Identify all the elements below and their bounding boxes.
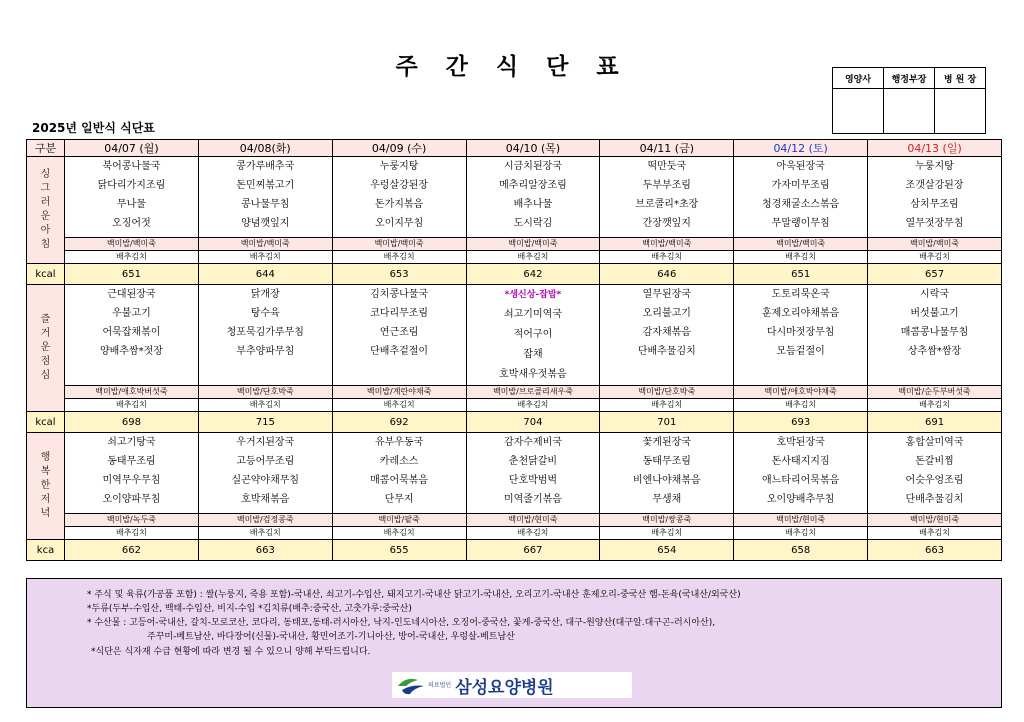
kimchi-cell: 배추김치 [734,251,868,264]
kimchi-cell: 배추김치 [466,527,600,540]
dish-item: 단배추물김치 [905,494,964,505]
dish-item: 닭다리가지조림 [97,180,166,191]
dish-item: 오이양배추무침 [766,494,835,505]
rice-porridge-cell: 백미밥/팥죽 [332,514,466,527]
kimchi-cell: 배추김치 [466,399,600,412]
dish-cell [600,157,734,238]
dish-cell [198,285,332,386]
meal-label-char: 침 [40,239,51,250]
meal-label [27,157,65,264]
note-line: *식단은 식자재 수급 현황에 따라 변경 될 수 있으니 양해 부탁드립니다. [91,647,371,657]
dish-item: 부추양파무침 [236,346,295,357]
dish-item: 누룽지탕 [379,161,419,172]
meal-label-char: 거 [40,328,51,339]
kcal-value: 651 [65,264,199,285]
dish-item: 청경채굴소스볶음 [762,199,840,210]
dish-item: 도시락김 [513,218,553,229]
kcal-value: 654 [600,540,734,561]
page-title: 주 간 식 단 표 [395,54,629,80]
kcal-value: 644 [198,264,332,285]
dish-item: 실곤약야채무침 [231,475,300,486]
dish-item: 감자채볶음 [642,327,691,338]
kimchi-cell: 배추김치 [198,527,332,540]
dish-item: 쇠고기미역국 [503,309,562,320]
kcal-value: 653 [332,264,466,285]
dish-item: 매콤콩나물무침 [900,327,969,338]
kcal-label: kcal [27,412,65,433]
dish-item: 간장깻잎지 [642,218,691,229]
dish-item: 훈제오리야채볶음 [762,308,840,319]
kimchi-cell: 배추김치 [332,251,466,264]
dish-item: 콩나물무침 [241,199,290,210]
dish-item: 열무젓장무침 [905,218,964,229]
rice-porridge-cell: 백미밥/백미죽 [600,238,734,251]
day-header-saturday: 04/12 (토) [734,140,868,157]
day-header: 04/11 (금) [600,140,734,157]
kimchi-cell: 배추김치 [600,251,734,264]
meal-label [27,433,65,540]
dish-item: 콩가루배추국 [236,161,295,172]
meal-label-char: 아 [40,225,51,236]
rice-porridge-cell: 백미밥/검정콩죽 [198,514,332,527]
rice-porridge-cell: 백미밥/애호박버섯죽 [65,386,199,399]
dish-cell [466,157,600,238]
rice-porridge-cell: 백미밥/브로콜리새우죽 [466,386,600,399]
rice-porridge-cell: 백미밥/현미죽 [466,514,600,527]
dish-item: 가자미무조림 [771,180,830,191]
dish-item: 오이양파무침 [102,494,161,505]
dish-cell [65,433,199,514]
dish-item: 무나물 [116,199,146,210]
rice-porridge-cell: 백미밥/단호박죽 [600,386,734,399]
signature-cell [884,89,935,134]
kcal-value: 667 [466,540,600,561]
dish-item: 춘천닭갈비 [508,456,558,467]
meal-label-char: 러 [40,197,51,208]
meal-label [27,285,65,412]
kimchi-cell: 배추김치 [332,527,466,540]
menu-subtitle: 2025년 일반식 식단표 [32,121,155,135]
dish-item: 유부우동국 [374,437,424,448]
dish-cell [600,285,734,386]
note-line: *두류(두부-수입산, 백태-수입산, 비지-수입 *김치류(배추:중국산, 고춧가루:중국산) [87,604,412,614]
rice-porridge-cell: 백미밥/애호박야채죽 [734,386,868,399]
dish-item: 비엔나야채볶음 [632,475,701,486]
signature-cell [833,89,884,134]
dish-item: 감자수제비국 [503,437,562,448]
kimchi-cell: 배추김치 [466,251,600,264]
note-line: * 주식 및 육류(가공품 포함) : 쌀(누룽지, 죽용 포함)-국내산, 쇠고기-수입산, 돼지고기-국내산 닭고기-국내산, 오리고기-국내산 훈제오리-중국산 햄-돈육(국내산/외국산) [87,590,741,600]
meal-label-char: 행 [40,452,51,463]
rice-porridge-cell: 백미밥/단호박죽 [198,386,332,399]
kcal-value: 704 [466,412,600,433]
logo-small-text: 의료법인 [428,681,452,689]
signature-cell [935,89,986,134]
logo-name: 삼성요양병원 [455,677,554,698]
dish-item: 돈갈비찜 [915,456,954,467]
dish-item: 연근조림 [379,327,419,338]
kcal-value: 646 [600,264,734,285]
kcal-value: 642 [466,264,600,285]
approval-label: 병 원 장 [935,68,986,89]
dish-cell [332,433,466,514]
meal-label-char: 녁 [40,508,51,519]
dish-item: 돈가지볶음 [374,199,424,210]
dish-cell [198,157,332,238]
dish-item: 꽃게된장국 [642,437,691,448]
weekly-menu-table [26,139,1002,561]
dish-cell [332,285,466,386]
dish-cell [734,433,868,514]
kcal-label: kca [27,540,65,561]
dish-item: 단배추물김치 [637,346,696,357]
kcal-value: 715 [198,412,332,433]
rice-porridge-cell: 백미밥/백미죽 [332,238,466,251]
dish-item: 두부부조림 [642,180,691,191]
dish-item: 미역무우무침 [102,475,161,486]
dish-item: 모듬겉절이 [776,346,825,357]
kcal-value: 663 [868,540,1002,561]
meal-label-char: 즐 [40,314,51,325]
dish-item: 미역줄기볶음 [503,494,562,505]
note-line: 주꾸미-베트남산, 바다장어(신물)-국내산, 황민어조기-기니아산, 방어-국내산, 우렁살-베트남산 [147,632,515,642]
kimchi-cell: 배추김치 [65,527,199,540]
rice-porridge-cell: 백미밥/쌍콩죽 [600,514,734,527]
dish-item: 단배추겉절이 [370,346,429,357]
dish-item: 다시마젓장무침 [766,327,835,338]
kcal-value: 701 [600,412,734,433]
dish-item: 쇠고기탕국 [107,437,156,448]
dish-item: 누룽지탕 [915,161,954,172]
rice-porridge-cell: 백미밥/백미죽 [198,238,332,251]
dish-item: 호박새우젓볶음 [499,369,567,380]
dish-item: 단무지 [384,494,414,505]
dish-item: *생신상-잡밥* [504,290,562,300]
kimchi-cell: 배추김치 [868,399,1002,412]
kimchi-cell: 배추김치 [65,399,199,412]
dish-item: 우불고기 [112,308,151,319]
dish-item: 오이지무침 [374,218,424,229]
rice-porridge-cell: 백미밥/백미죽 [734,238,868,251]
kcal-value: 655 [332,540,466,561]
dish-item: 닭개장 [250,289,280,300]
meal-label-char: 그 [40,183,51,194]
kcal-value: 662 [65,540,199,561]
dish-item: 홍합살미역국 [905,437,964,448]
rice-porridge-cell: 백미밥/백미죽 [868,238,1002,251]
meal-label-char: 운 [40,211,51,222]
rice-porridge-cell: 백미밥/순두부버섯죽 [868,386,1002,399]
dish-item: 청포묵김가루무침 [226,327,304,338]
meal-label-char: 복 [40,466,51,477]
dish-item: 동태무조림 [642,456,691,467]
rice-porridge-cell: 백미밥/현미죽 [868,514,1002,527]
dish-cell [734,285,868,386]
approval-label: 영양사 [833,68,884,89]
dish-item: 메추리알장조림 [499,180,567,191]
dish-item: 상추쌈*쌈장 [907,346,962,357]
approval-label: 행정부장 [884,68,935,89]
meal-label-char: 운 [40,342,51,353]
kimchi-cell: 배추김치 [198,399,332,412]
kimchi-cell: 배추김치 [868,527,1002,540]
kcal-value: 691 [868,412,1002,433]
dish-item: 오징어젓 [112,218,151,229]
kcal-label: kcal [27,264,65,285]
dish-item: 북어콩나물국 [102,161,161,172]
kimchi-cell: 배추김치 [600,527,734,540]
dish-item: 매콤어묵볶음 [370,475,429,486]
dish-item: 탕수육 [250,308,280,319]
dish-cell [65,285,199,386]
rice-porridge-cell: 백미밥/백미죽 [65,238,199,251]
dish-item: 단호박범벅 [508,475,558,486]
kimchi-cell: 배추김치 [868,251,1002,264]
approval-box [832,67,986,134]
dish-cell [868,157,1002,238]
dish-cell [198,433,332,514]
kimchi-cell: 배추김치 [65,251,199,264]
dish-item: 돈사태지지짐 [771,456,830,467]
meal-label-char: 저 [40,494,51,505]
dish-item: 우거지된장국 [236,437,295,448]
rice-porridge-cell: 백미밥/백미죽 [466,238,600,251]
day-header: 04/08(화) [198,140,332,157]
dish-item: 도토리묵온국 [771,289,830,300]
dish-item: 버섯불고기 [910,308,959,319]
dish-cell [466,433,600,514]
kcal-value: 651 [734,264,868,285]
dish-item: 떡만둣국 [647,161,687,172]
dish-cell [734,157,868,238]
dish-item: 아욱된장국 [776,161,825,172]
dish-item: 배추나물 [513,199,553,210]
dish-item: 잡채 [523,349,543,360]
dish-item: 동태무조림 [107,456,156,467]
dish-item: 브로콜리*초장 [635,199,699,210]
dish-cell [600,433,734,514]
dish-item: 어묵잡채볶이 [102,327,161,338]
dish-item: 시금치된장국 [503,161,562,172]
dish-item: 카레소스 [379,456,419,467]
meal-label-char: 점 [40,356,51,367]
day-header: 04/09 (수) [332,140,466,157]
rice-porridge-cell: 백미밥/현미죽 [734,514,868,527]
dish-item: 돈민찌볶고기 [236,180,295,191]
kimchi-cell: 배추김치 [600,399,734,412]
dish-item: 무생채 [652,494,682,505]
dish-item: 조갯살강된장 [905,180,964,191]
dish-item: 김치콩나물국 [370,289,429,300]
dish-item: 애느타리어묵볶음 [762,475,840,486]
hospital-logo [392,672,632,698]
dish-item: 삼치무조림 [910,199,959,210]
meal-label-char: 싱 [40,169,51,180]
header-label: 구분 [27,140,65,157]
kcal-value: 693 [734,412,868,433]
dish-item: 양념깻잎지 [241,218,290,229]
dish-cell [868,285,1002,386]
note-line: * 수산물 : 고등어-국내산, 갈치-모로코산, 코다리, 동태포,동태-러시아산, 낙지-인도네시아산, 오징어-중국산, 꽃게-중국산, 대구-원양산(대구알.대구곤-러시아산), [87,618,716,628]
dish-item: 적어구이 [513,329,553,340]
meal-label-char: 한 [40,480,51,491]
dish-item: 열무된장국 [642,289,691,300]
hospital-logo-icon [396,674,426,696]
dish-item: 어슷우엉조림 [905,475,964,486]
day-header: 04/10 (목) [466,140,600,157]
kcal-value: 698 [65,412,199,433]
dish-item: 호박된장국 [776,437,825,448]
dish-item: 우렁살강된장 [370,180,429,191]
dish-item: 호박채볶음 [241,494,290,505]
dish-cell [332,157,466,238]
kimchi-cell: 배추김치 [734,399,868,412]
kcal-value: 657 [868,264,1002,285]
dish-item: 시락국 [920,289,950,300]
dish-item: 코다리무조림 [370,308,429,319]
dish-item: 근대된장국 [107,289,156,300]
kcal-value: 692 [332,412,466,433]
dish-item: 고등어무조림 [236,456,295,467]
meal-label-char: 심 [40,370,51,381]
dish-cell [466,285,600,386]
day-header: 04/07 (월) [65,140,199,157]
rice-porridge-cell: 백미밥/계란야채죽 [332,386,466,399]
dish-item: 오리불고기 [642,308,691,319]
kimchi-cell: 배추김치 [332,399,466,412]
kcal-value: 663 [198,540,332,561]
dish-item: 양배추쌈*젓장 [99,346,163,357]
dish-item: 무말랭이무침 [771,218,830,229]
dish-cell [868,433,1002,514]
rice-porridge-cell: 백미밥/녹두죽 [65,514,199,527]
day-header-sunday: 04/13 (일) [868,140,1002,157]
kimchi-cell: 배추김치 [198,251,332,264]
dish-cell [65,157,199,238]
kimchi-cell: 배추김치 [734,527,868,540]
kcal-value: 658 [734,540,868,561]
